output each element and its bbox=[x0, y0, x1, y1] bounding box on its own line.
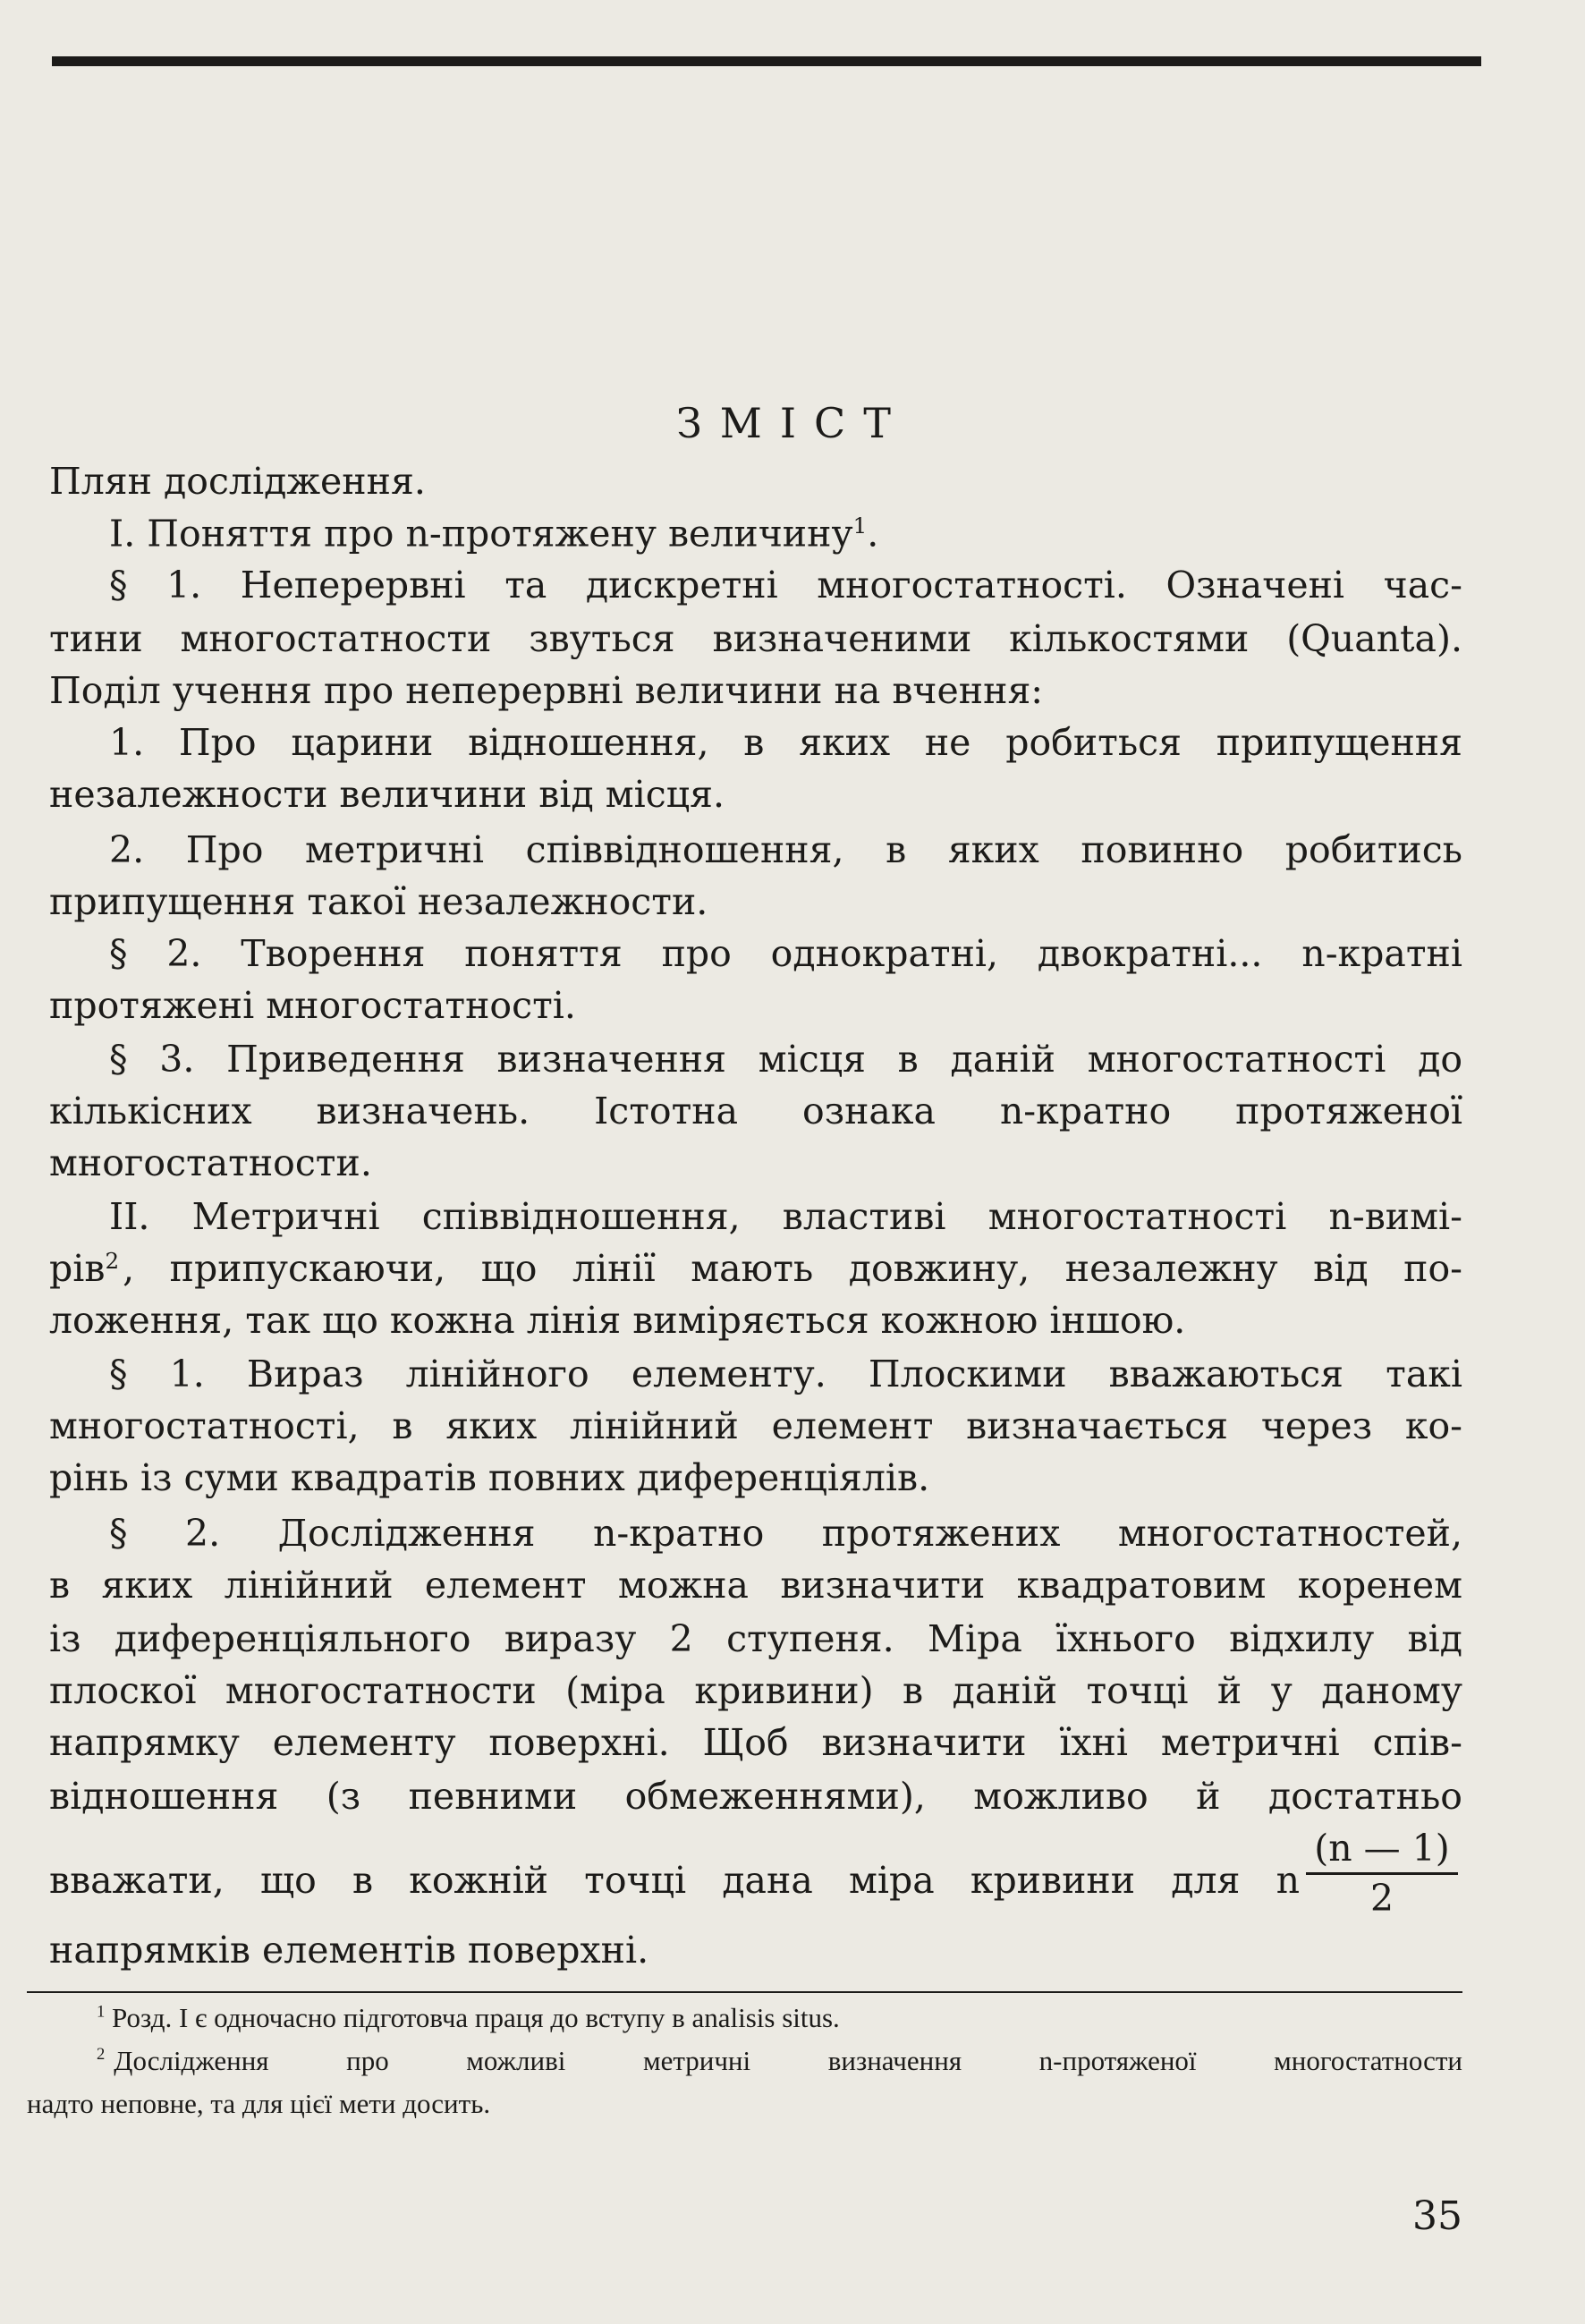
text-line: плоскої многостатности (міра кривини) в даній точці й у даному bbox=[49, 1669, 1462, 1712]
text-line-body: І. Поняття про n-протяжену величину bbox=[109, 512, 853, 556]
text-line: відношення (з певними обмеженнями), можливо й достатньо bbox=[49, 1775, 1462, 1818]
fraction bbox=[1306, 1827, 1458, 1920]
text-line: 1. Про царини відношення, в яких не робиться припущення bbox=[109, 721, 1462, 764]
text-line: многостатності, в яких лінійний елемент визначається через ко- bbox=[49, 1404, 1462, 1447]
page-number: 35 bbox=[1412, 2193, 1462, 2239]
text-line: 2. Про метричні співвідношення, в яких повинно робитись bbox=[109, 828, 1462, 871]
page-title: ЗМІСТ bbox=[676, 399, 909, 447]
footnote-mark: 2 bbox=[97, 2045, 106, 2064]
text-line-body: , припускаючи, що лінії мають довжину, незалежну від по- bbox=[123, 1247, 1462, 1290]
footnote-2-continued: надто неповне, та для цієї мети досить. bbox=[27, 2088, 491, 2119]
footnote-text: Дослідження про можливі метричні визначення n-протяженої многостатности bbox=[114, 2045, 1462, 2076]
text-line: § 1. Вираз лінійного елементу. Плоскими вважаються такі bbox=[109, 1353, 1462, 1395]
footnote-mark: 1 bbox=[97, 2002, 106, 2022]
text-line: Поділ учення про неперервні величини на вчення: bbox=[49, 669, 1044, 712]
text-line: із диференціяльного виразу 2 ступеня. Міра їхнього відхилу від bbox=[49, 1617, 1462, 1660]
text-line-head: рів bbox=[49, 1247, 106, 1290]
text-line: незалежности величини від місця. bbox=[49, 773, 725, 816]
text-line: в яких лінійний елемент можна визначити квадратовим коренем bbox=[49, 1564, 1462, 1607]
fraction-numerator: (n — 1) bbox=[1306, 1830, 1458, 1875]
footnote-rule bbox=[27, 1991, 1462, 1993]
fraction-denominator: 2 bbox=[1369, 1877, 1394, 1920]
text-line: § 2. Творення поняття про однократні, двократні... n-кратні bbox=[109, 932, 1462, 975]
text-line: ложення, так що кожна лінія виміряється кожною іншою. bbox=[49, 1299, 1186, 1342]
text-line: протяжені многостатності. bbox=[49, 984, 576, 1027]
footnote-text: Розд. І є одночасно підготовча праця до вступу в analisis situs. bbox=[112, 2002, 840, 2033]
text-line: кількісних визначень. Істотна ознака n-кратно протяженої bbox=[49, 1090, 1462, 1132]
text-line: напрямків елементів поверхні. bbox=[49, 1929, 649, 1972]
text-line: Плян дослідження. bbox=[49, 460, 426, 503]
text-line: § 2. Дослідження n-кратно протяжених многостатностей, bbox=[109, 1512, 1462, 1555]
text-line: тини многостатности звуться визначеними кількостями (Quanta). bbox=[49, 617, 1462, 660]
text-line: § 1. Неперервні та дискретні многостатності. Означені час- bbox=[109, 564, 1462, 606]
footnote-2 bbox=[97, 2047, 1462, 2074]
top-rule bbox=[52, 56, 1481, 66]
text-line: напрямку елементу поверхні. Щоб визначити їхні метричні спів- bbox=[49, 1721, 1462, 1764]
text-line: І. Поняття про n-протяжену величину$^1$. bbox=[109, 512, 879, 556]
text-line: рінь із суми квадратів повних диференціялів. bbox=[49, 1456, 930, 1499]
text-line: § 3. Приведення визначення місця в даній многостатності до bbox=[109, 1038, 1462, 1081]
text-line: припущення такої незалежности. bbox=[49, 880, 708, 923]
text-line: многостатности. bbox=[49, 1141, 372, 1184]
footnote-ref-2: 2 bbox=[105, 1248, 120, 1274]
text-line bbox=[49, 1247, 1462, 1290]
footnote-ref-1: 1 bbox=[852, 513, 868, 539]
footnote-1 bbox=[97, 2004, 840, 2031]
text-line: вважати, що в кожній точці дана міра кривини для n bbox=[49, 1859, 1300, 1902]
text-line: II. Метричні співвідношення, властиві многостатності n-вимі- bbox=[109, 1195, 1462, 1238]
